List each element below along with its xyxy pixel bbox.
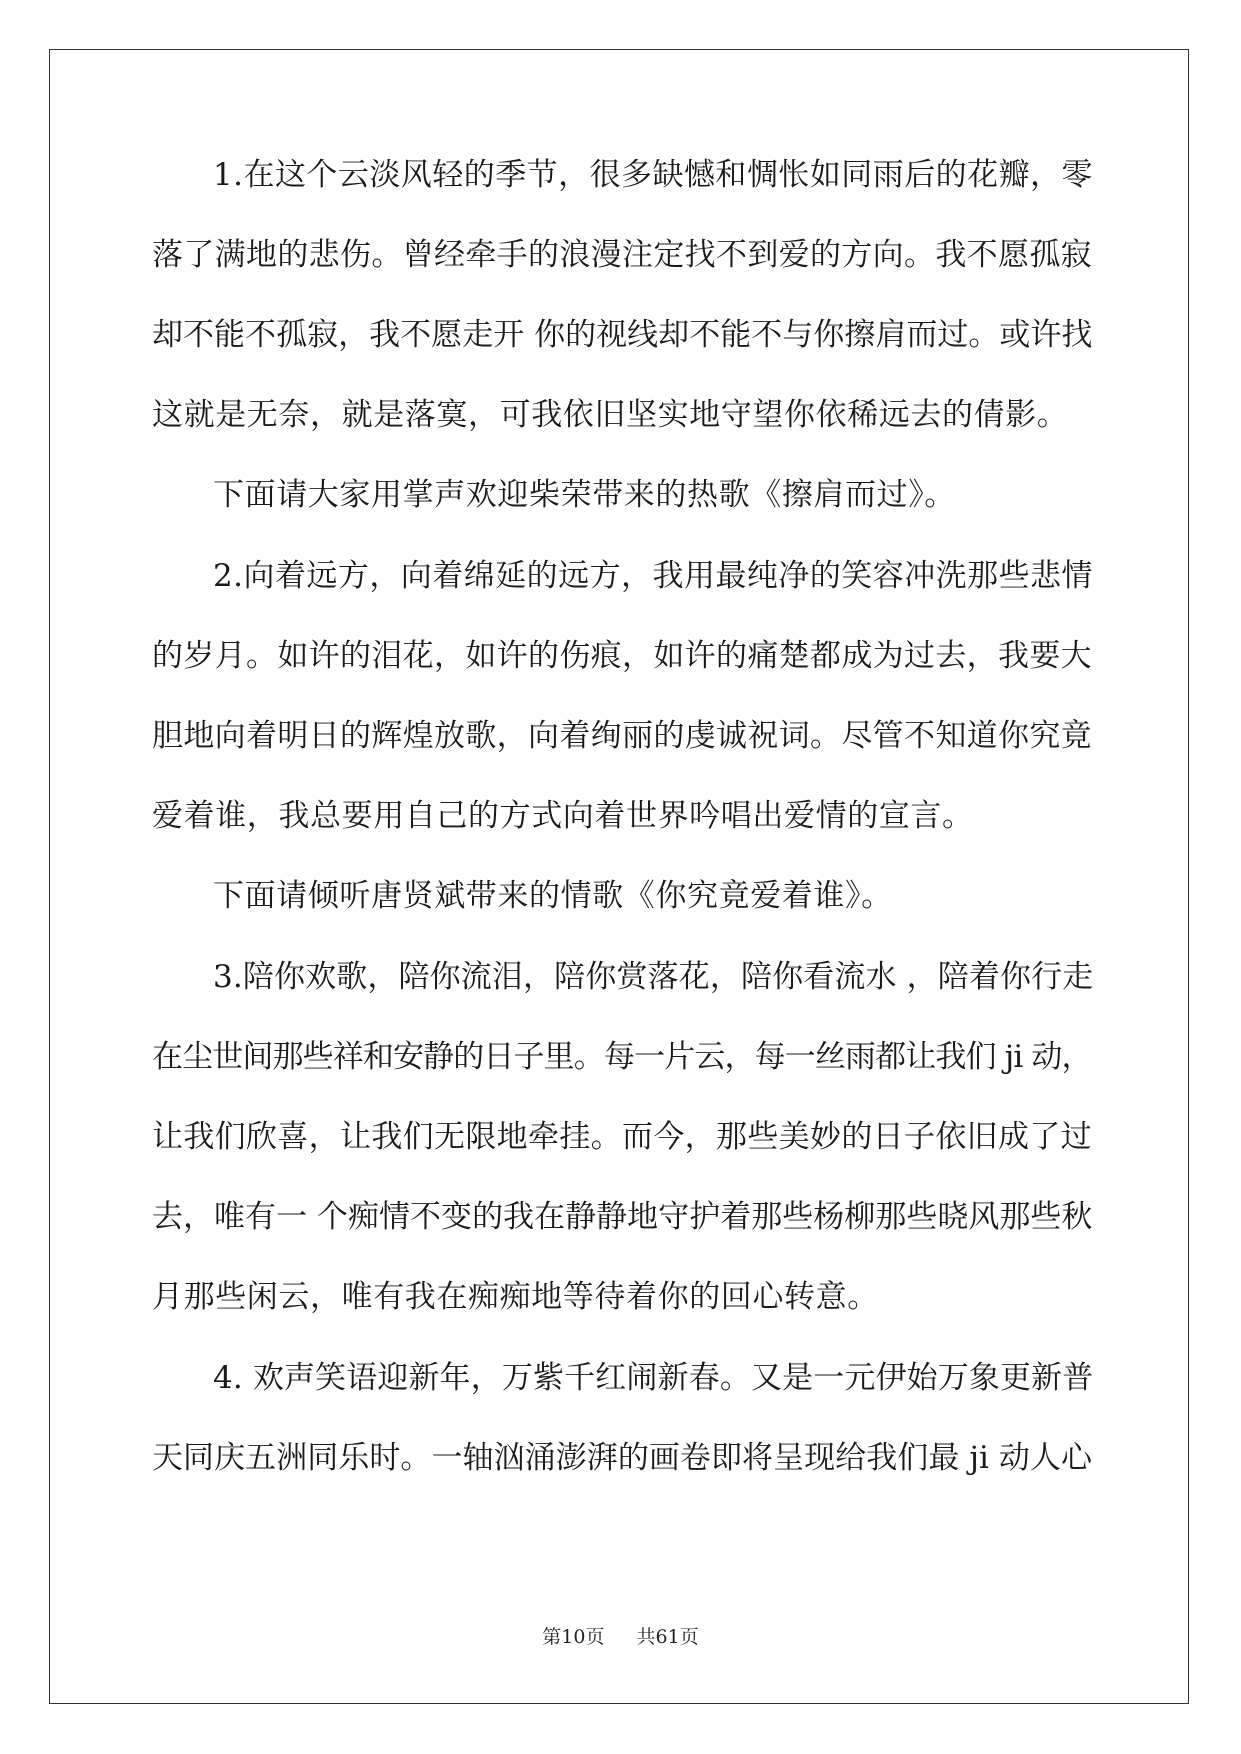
paragraph-4-line-1: 4. 欢声笑语迎新年，万紫千红闹新春。又是一元伊始万象更新普: [213, 1360, 1094, 1396]
paragraph-1-line-4: 这就是无奈，就是落寞，可我依旧坚实地守望你依稀远去的倩影。: [152, 397, 1069, 433]
paragraph-3-line-3: 让我们欣喜，让我们无限地牵挂。而今，那些美妙的日子依旧成了过: [152, 1119, 1092, 1155]
paragraph-3-line-2: 在尘世间那些祥和安静的日子里。每一片云，每一丝雨都让我们 ji 动，: [152, 1039, 1092, 1075]
paragraph-2-line-4: 爱着谁，我总要用自己的方式向着世界吟唱出爱情的宣言。: [152, 798, 974, 834]
song-intro-2: 下面请倾听唐贤斌带来的情歌《你究竟爱着谁》。: [213, 878, 893, 914]
paragraph-1-line-1: 1.在这个云淡风轻的季节，很多缺憾和惆怅如同雨后的花瓣，零: [213, 157, 1093, 193]
paragraph-4-line-2: 天同庆五洲同乐时。一轴汹涌澎湃的画卷即将呈现给我们最 ji 动人心: [152, 1440, 1093, 1476]
paragraph-1-line-2: 落了满地的悲伤。曾经牵手的浪漫注定找不到爱的方向。我不愿孤寂: [152, 237, 1092, 273]
song-intro-1: 下面请大家用掌声欢迎柴荣带来的热歌《擦肩而过》。: [213, 477, 956, 513]
page-footer: [0, 1625, 1241, 1649]
paragraph-2-line-1: 2.向着远方，向着绵延的远方，我用最纯净的笑容冲洗那些悲情: [213, 558, 1093, 594]
paragraph-3-line-4: 去，唯有一 个痴情不变的我在静静地守护着那些杨柳那些晓风那些秋: [152, 1199, 1093, 1235]
page-number: 第10页: [542, 1626, 605, 1648]
paragraph-3-line-1: 3.陪你欢歌，陪你流泪，陪你赏落花，陪你看流水 ，陪着你行走: [213, 959, 1094, 995]
paragraph-2-line-3: 胆地向着明日的辉煌放歌，向着绚丽的虔诚祝词。尽管不知道你究竟: [152, 718, 1092, 754]
paragraph-2-line-2: 的岁月。如许的泪花，如许的伤痕，如许的痛楚都成为过去，我要大: [152, 638, 1092, 674]
page-total: 共61页: [636, 1626, 699, 1648]
paragraph-1-line-3: 却不能不孤寂，我不愿走开 你的视线却不能不与你擦肩而过。或许找: [152, 317, 1093, 353]
paragraph-3-line-5: 月那些闲云，唯有我在痴痴地等待着你的回心转意。: [152, 1279, 879, 1315]
